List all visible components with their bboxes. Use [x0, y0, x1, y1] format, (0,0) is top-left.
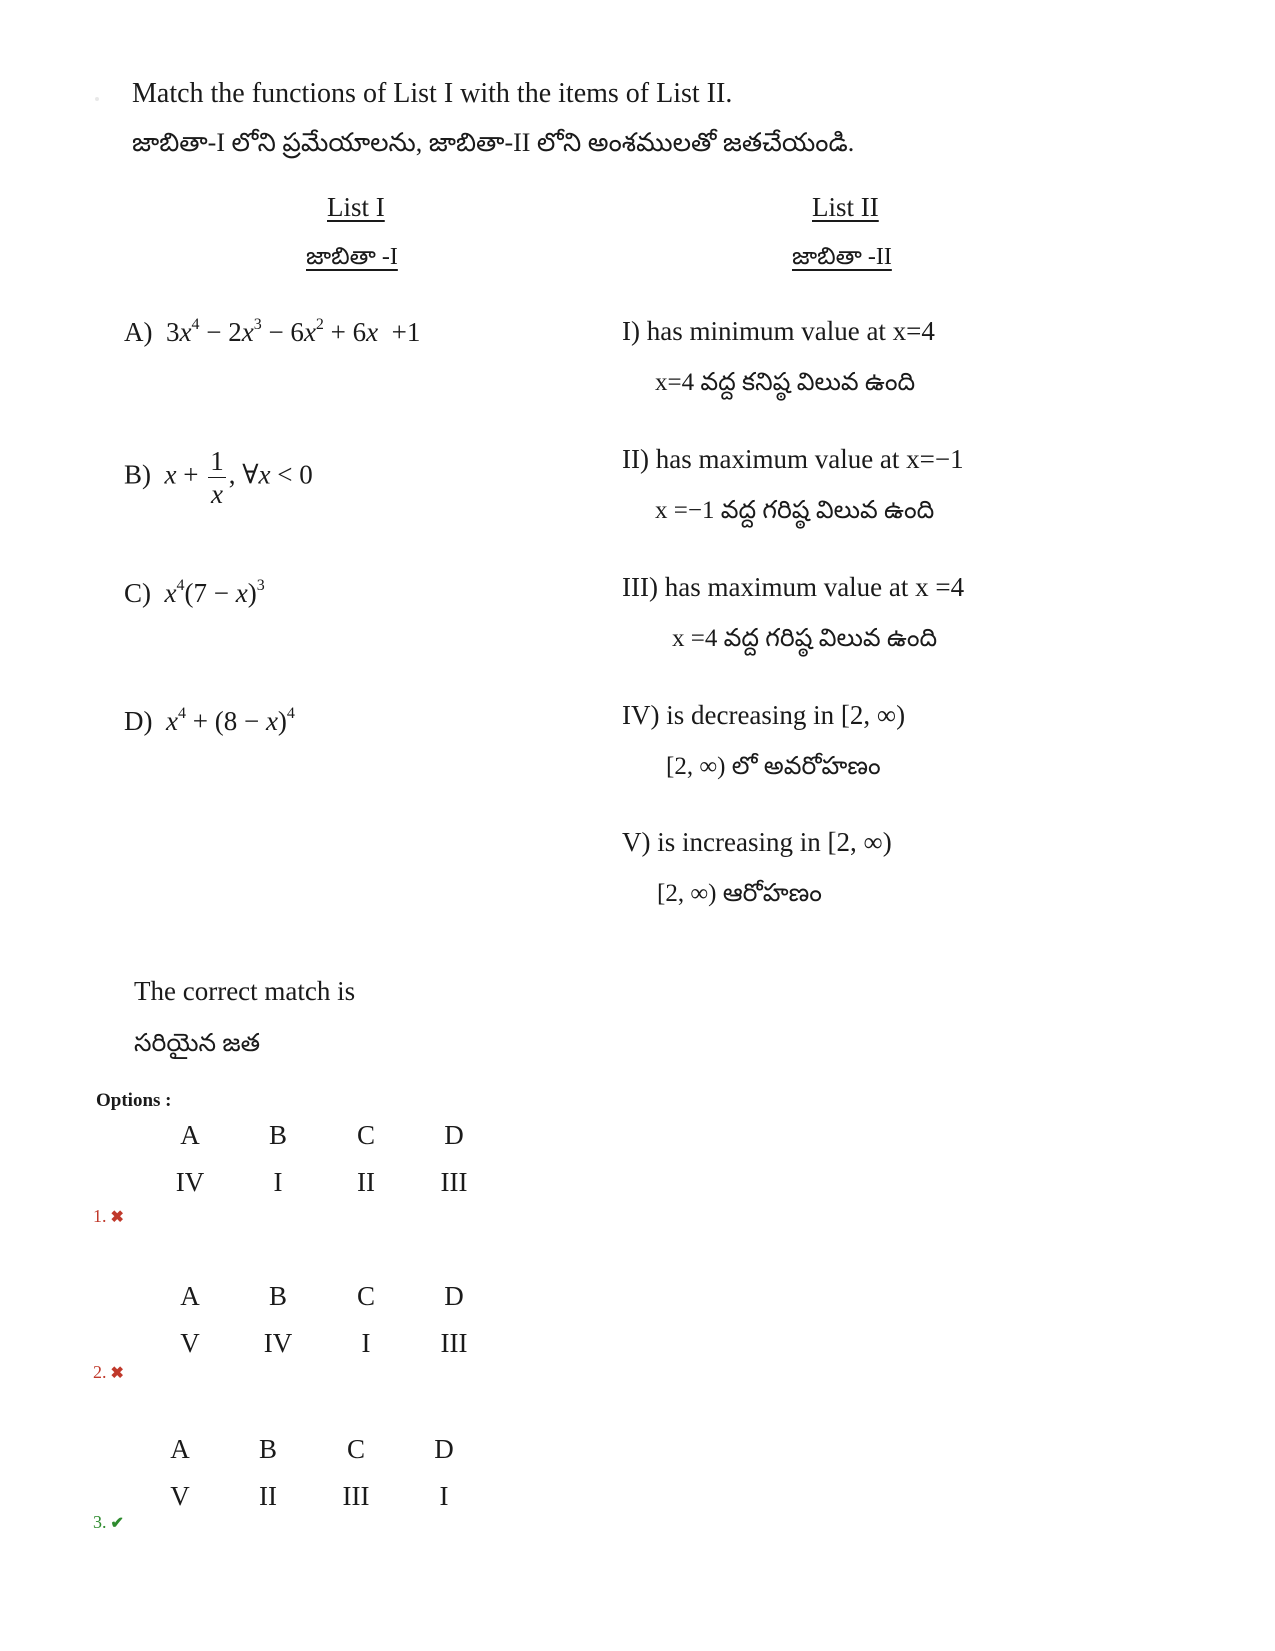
option-1-marker[interactable] — [93, 1206, 124, 1227]
option-1-header-b: B — [268, 1120, 287, 1150]
list2-item-5-telugu: [2, ∞) ఆరోహణం — [657, 880, 822, 907]
option-2-header-a: A — [180, 1281, 200, 1311]
option-3-header-d: D — [434, 1434, 454, 1464]
list2-header: List II — [812, 192, 879, 222]
option-3-value-d: I — [439, 1481, 449, 1511]
list1-item-a: A) $3x^4 - 2x^3 - 6x^2 + 6x +1$ — [124, 316, 421, 347]
list2-item-4: IV) is decreasing in [2, ∞) — [622, 700, 906, 730]
option-3-value-a: V — [170, 1481, 190, 1511]
option-3-number: 3. — [93, 1512, 107, 1532]
options-label: Options : — [96, 1090, 172, 1111]
option-1-value-c: II — [357, 1167, 375, 1197]
option-1-value-d: III — [440, 1167, 468, 1197]
option-2-value-b: IV — [263, 1328, 293, 1358]
option-3-value-c: III — [342, 1481, 370, 1511]
wrong-icon: ✖ — [110, 1209, 124, 1226]
option-1-value-a: IV — [175, 1167, 205, 1197]
check-icon: ✔ — [110, 1515, 124, 1532]
list1-header-telugu: జాబితా -I — [306, 244, 398, 270]
correct-match-telugu: సరియైన జత — [134, 1030, 261, 1057]
option-2-marker[interactable] — [93, 1362, 124, 1383]
question-english: Match the functions of List I with the items of List II. — [132, 78, 733, 109]
option-1-header-c: C — [356, 1120, 375, 1150]
option-1-header-d: D — [444, 1120, 464, 1150]
list2-item-3-telugu: x =4 వద్ద గరిష్ఠ విలువ ఉంది — [672, 625, 938, 652]
option-1-value-b: I — [273, 1167, 283, 1197]
option-3-header-c: C — [346, 1434, 365, 1464]
list1-item-b: B) x + $\frac{1}{x}$ , ∀x < 0 — [124, 446, 313, 509]
option-2-header-c: C — [356, 1281, 375, 1311]
option-1-header-a: A — [180, 1120, 200, 1150]
option-3-header-b: B — [258, 1434, 277, 1464]
option-2-header-d: D — [444, 1281, 464, 1311]
option-2-table — [160, 1281, 484, 1359]
list2-item-1: I) has minimum value at x=4 — [622, 316, 935, 346]
correct-match-english: The correct match is — [134, 976, 356, 1006]
option-1-table — [160, 1120, 484, 1198]
option-2-value-a: V — [180, 1328, 200, 1358]
option-3-marker[interactable] — [93, 1512, 124, 1533]
list1-header: List I — [327, 192, 385, 222]
list2-item-2-telugu: x =−1 వద్ద గరిష్ఠ విలువ ఉంది — [655, 497, 935, 524]
list2-item-3: III) has maximum value at x =4 — [622, 572, 965, 602]
list1-item-c: C) $x^4(7 - x)^3$ — [124, 577, 265, 608]
option-2-value-d: III — [440, 1328, 468, 1358]
list2-item-5: V) is increasing in [2, ∞) — [622, 827, 892, 857]
list2-item-1-telugu: x=4 వద్ద కనిష్ఠ విలువ ఉంది — [655, 369, 916, 396]
option-3-header-a: A — [170, 1434, 190, 1464]
scan-dot — [95, 97, 99, 101]
wrong-icon: ✖ — [110, 1365, 124, 1382]
list1-item-d: D) $x^4 + (8 - x)^4$ — [124, 705, 295, 736]
option-3-table — [150, 1434, 474, 1512]
list2-item-4-telugu: [2, ∞) లో అవరోహణం — [666, 753, 881, 780]
question-telugu: జాబితా-I లోని ప్రమేయాలను, జాబితా-II లోని అంశములతో జతచేయండి. — [132, 128, 855, 157]
option-2-number: 2. — [93, 1362, 107, 1382]
option-1-number: 1. — [93, 1206, 107, 1226]
list2-header-telugu: జాబితా -II — [792, 244, 892, 270]
option-3-value-b: II — [259, 1481, 277, 1511]
option-2-header-b: B — [268, 1281, 287, 1311]
list2-item-2: II) has maximum value at x=−1 — [622, 444, 964, 474]
option-2-value-c: I — [361, 1328, 371, 1358]
